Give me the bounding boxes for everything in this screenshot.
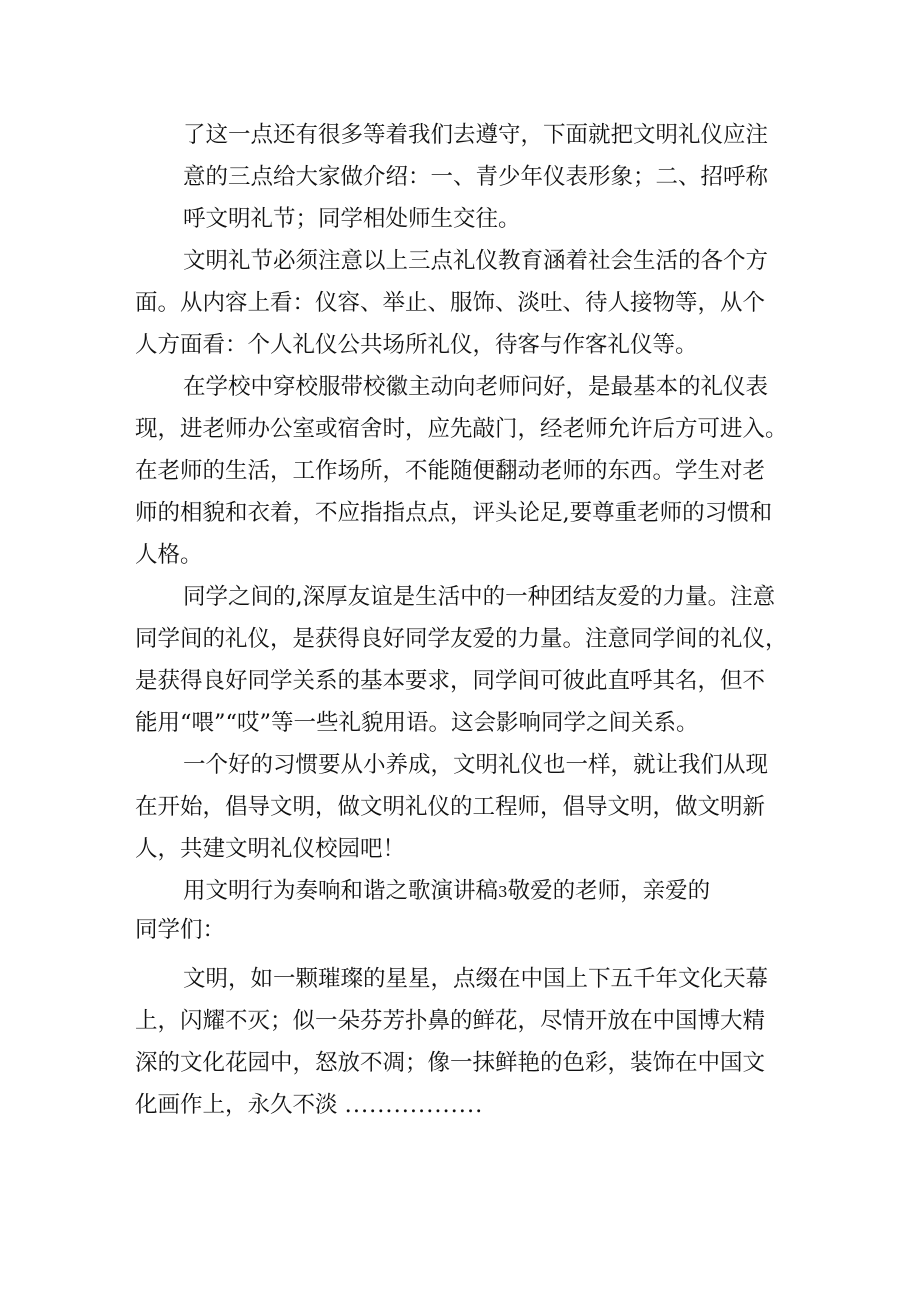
text-line: 师的相貌和衣着，不应指指点点，评头论足,要尊重老师的习惯和	[135, 500, 773, 526]
text-line: 意的三点给大家做介绍：一、青少年仪表形象；二、招呼称	[183, 164, 769, 190]
text-line-heading	[135, 870, 785, 912]
text-line: 能用“喂”“哎”等一些礼貌用语。这会影响同学之间关系。	[135, 710, 699, 736]
text-line: 人，共建文明礼仪校园吧！	[135, 836, 406, 862]
text-line: 人方面看：个人礼仪公共场所礼仪，待客与作客礼仪等。	[135, 332, 698, 358]
text-line: 深的文化花园中，怒放不凋；像一抹鲜艳的色彩，装饰在中国文	[135, 1050, 766, 1076]
text-line: 上，闪耀不灭；似一朵芬芳扑鼻的鲜花，尽情开放在中国博大精	[135, 1008, 766, 1034]
text-line: 一个好的习惯要从小养成，文明礼仪也一样，就让我们从现	[183, 752, 769, 778]
text-line: 了这一点还有很多等着我们去遵守，下面就把文明礼仪应注	[183, 122, 769, 148]
speech-number: 3	[498, 883, 508, 901]
text-line: 呼文明礼节；同学相处师生交往。	[183, 206, 521, 232]
text-fragment: 化画作上，永久不淡	[135, 1092, 338, 1118]
text-line: 在开始，倡导文明，做文明礼仪的工程师，倡导文明，做文明新	[135, 794, 766, 820]
text-line: 文明礼节必须注意以上三点礼仪教育涵着社会生活的各个方	[183, 248, 769, 274]
greeting: 敬爱的老师，亲爱的	[507, 878, 711, 904]
ellipsis: .................	[344, 1092, 484, 1118]
text-line: 在学校中穿校服带校徽主动向老师问好，是最基本的礼仪表	[183, 374, 769, 400]
text-line: 在老师的生活，工作场所，不能随便翻动老师的东西。学生对老	[135, 458, 766, 484]
text-line: 同学们：	[135, 917, 226, 943]
speech-title: 用文明行为奏响和谐之歌演讲稿	[183, 878, 499, 904]
text-line: 人格。	[135, 542, 203, 568]
text-line: 是获得良好同学关系的基本要求，同学间可彼此直呼其名，但不	[135, 668, 766, 694]
text-line: 文明，如一颗璀璨的星星，点缀在中国上下五千年文化天幕	[183, 966, 769, 992]
text-line: 面。从内容上看：仪容、举止、服饰、淡吐、待人接物等，从个	[135, 290, 766, 316]
document-body	[135, 114, 788, 1126]
text-line: 同学之间的,深厚友谊是生活中的一种团结友爱的力量。注意	[183, 584, 776, 610]
text-line-last	[135, 1084, 785, 1126]
text-line: 同学间的礼仪，是获得良好同学友爱的力量。注意同学间的礼仪，	[135, 626, 788, 652]
text-line: 现，进老师办公室或宿舍时，应先敲门，经老师允许后方可进入。	[135, 416, 788, 442]
